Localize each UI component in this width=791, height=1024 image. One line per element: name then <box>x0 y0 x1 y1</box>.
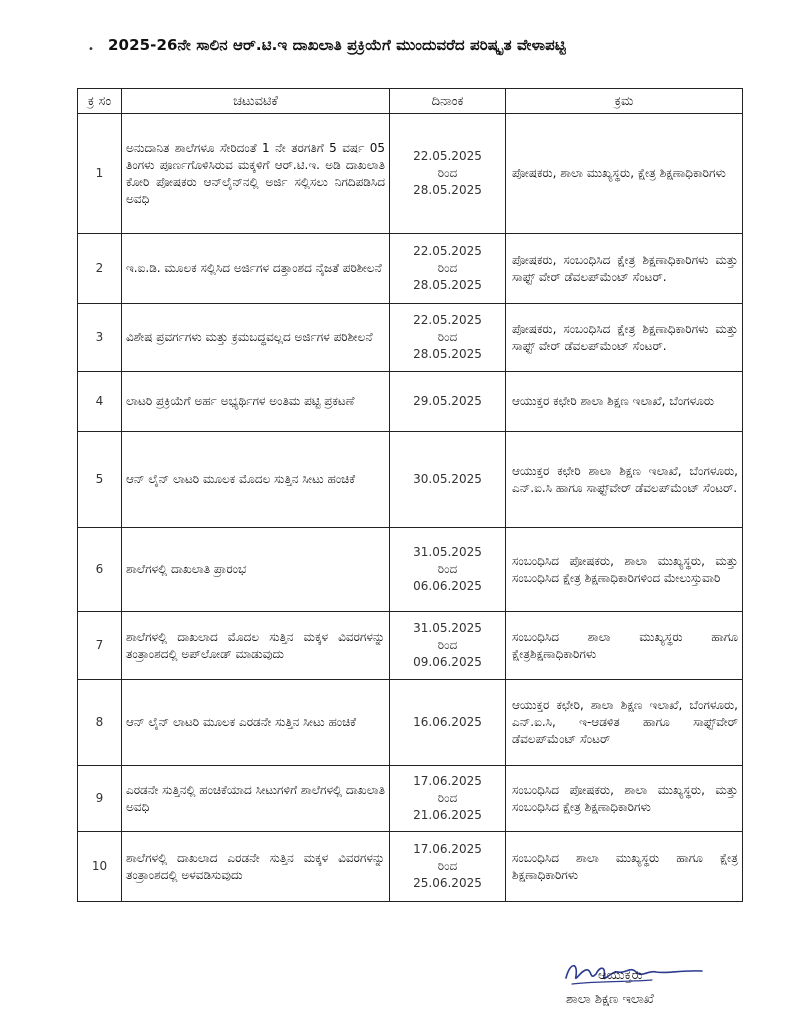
row-serial: 2 <box>78 234 122 304</box>
row-action: ಪೋಷಕರು, ಶಾಲಾ ಮುಖ್ಯಸ್ಥರು, ಕ್ಷೇತ್ರ ಶಿಕ್ಷಣಾಧಿಕಾರಿಗಳು <box>506 114 743 234</box>
row-activity: ಆನ್ ಲೈನ್ ಲಾಟರಿ ಮೂಲಕ ಎರಡನೇ ಸುತ್ತಿನ ಸೀಟು ಹಂಚಿಕೆ <box>122 680 390 766</box>
date-to: 09.06.2025 <box>413 655 482 669</box>
row-action: ಸಂಬಂಧಿಸಿದ ಶಾಲಾ ಮುಖ್ಯಸ್ಥರು ಹಾಗೂ ಕ್ಷೇತ್ರ ಶಿಕ್ಷಣಾಧಿಕಾರಿಗಳು <box>506 832 743 902</box>
header-activity: ಚಟುವಟಿಕೆ <box>122 89 390 114</box>
row-activity: ವಿಶೇಷ ಪ್ರವರ್ಗಗಳು ಮತ್ತು ಕ್ರಮಬದ್ಧವಲ್ಲದ ಅರ್ಜಿಗಳ ಪರಿಶೀಲನೆ <box>122 304 390 372</box>
row-action: ಆಯುಕ್ತರ ಕಛೇರಿ ಶಾಲಾ ಶಿಕ್ಷಣ ಇಲಾಖೆ, ಬೆಂಗಳೂರು, ಎನ್.ಐ.ಸಿ ಹಾಗೂ ಸಾಫ್ಟ್‌ವೇರ್ ಡೆವಲಪ್‌ಮೆಂಟ್ ಸೆಂಟರ್. <box>506 432 743 528</box>
row-activity: ಅನುದಾನಿತ ಶಾಲೆಗಳೂ ಸೇರಿದಂತೆ 1 ನೇ ತರಗತಿಗೆ 5 ವರ್ಷ 05 ತಿಂಗಳು ಪೂರ್ಣಗೊಳಿಸಿರುವ ಮಕ್ಕಳಿಗೆ ಆರ್.ಟಿ.ಇ. ಅಡಿ ದಾಖಲಾತಿ ಕೋರಿ ಪೋಷಕರು ಆನ್‌ಲೈನ್‌ನಲ್ಲಿ ಅರ್ಜಿ ಸಲ್ಲಿಸಲು ನಿಗದಿಪಡಿಸಿದ ಅವಧಿ <box>122 114 390 234</box>
row-date <box>390 372 506 432</box>
date-from: 22.05.2025 <box>413 313 482 327</box>
table-row <box>78 612 743 680</box>
row-serial: 3 <box>78 304 122 372</box>
table-header-row <box>78 89 743 114</box>
row-action: ಪೋಷಕರು, ಸಂಬಂಧಿಸಿದ ಕ್ಷೇತ್ರ ಶಿಕ್ಷಣಾಧಿಕಾರಿಗಳು ಮತ್ತು ಸಾಫ್ಟ್ ವೇರ್ ಡೆವಲಪ್‌ಮೆಂಟ್ ಸೆಂಟರ್. <box>506 304 743 372</box>
table-row <box>78 114 743 234</box>
date-from: 31.05.2025 <box>413 545 482 559</box>
date-separator: ರಿಂದ <box>437 562 458 576</box>
row-date <box>390 304 506 372</box>
row-date <box>390 832 506 902</box>
table-row <box>78 372 743 432</box>
date-from: 31.05.2025 <box>413 621 482 635</box>
header-action: ಕ್ರಮ <box>506 89 743 114</box>
title-bullet: • <box>88 44 94 55</box>
row-date <box>390 528 506 612</box>
row-date <box>390 612 506 680</box>
row-serial: 5 <box>78 432 122 528</box>
header-serial: ಕ್ರ ಸಂ <box>78 89 122 114</box>
row-date <box>390 680 506 766</box>
date-separator: ರಿಂದ <box>437 791 458 805</box>
row-activity: ಲಾಟರಿ ಪ್ರಕ್ರಿಯೆಗೆ ಅರ್ಹ ಅಭ್ಯರ್ಥಿಗಳ ಅಂತಿಮ ಪಟ್ಟಿ ಪ್ರಕಟಣೆ <box>122 372 390 432</box>
row-action: ಆಯುಕ್ತರ ಕಛೇರಿ ಶಾಲಾ ಶಿಕ್ಷಣ ಇಲಾಖೆ, ಬೆಂಗಳೂರು <box>506 372 743 432</box>
row-action: ಪೋಷಕರು, ಸಂಬಂಧಿಸಿದ ಕ್ಷೇತ್ರ ಶಿಕ್ಷಣಾಧಿಕಾರಿಗಳು ಮತ್ತು ಸಾಫ್ಟ್ ವೇರ್ ಡೆವಲಪ್‌ಮೆಂಟ್ ಸೆಂಟರ್. <box>506 234 743 304</box>
row-serial: 6 <box>78 528 122 612</box>
row-serial: 10 <box>78 832 122 902</box>
date-from: 17.06.2025 <box>413 774 482 788</box>
row-activity: ಶಾಲೆಗಳಲ್ಲಿ ದಾಖಲಾದ ಮೊದಲ ಸುತ್ತಿನ ಮಕ್ಕಳ ವಿವರಗಳನ್ನು ತಂತ್ರಾಂಶದಲ್ಲಿ ಅಪ್‌ಲೋಡ್ ಮಾಡುವುದು <box>122 612 390 680</box>
row-date <box>390 766 506 832</box>
date-to: 28.05.2025 <box>413 347 482 361</box>
row-action: ಸಂಬಂಧಿಸಿದ ಪೋಷಕರು, ಶಾಲಾ ಮುಖ್ಯಸ್ಥರು, ಮತ್ತು ಸಂಬಂಧಿಸಿದ ಕ್ಷೇತ್ರ ಶಿಕ್ಷಣಾಧಿಕಾರಿಗಳಿಂದ ಮೇಲುಸ್ತುವಾರಿ <box>506 528 743 612</box>
row-serial: 9 <box>78 766 122 832</box>
row-serial: 7 <box>78 612 122 680</box>
date-from: 22.05.2025 <box>413 244 482 258</box>
date-from: 29.05.2025 <box>413 394 482 408</box>
row-activity: ಶಾಲೆಗಳಲ್ಲಿ ದಾಖಲಾತಿ ಪ್ರಾರಂಭ <box>122 528 390 612</box>
date-separator: ರಿಂದ <box>437 638 458 652</box>
table-row <box>78 234 743 304</box>
row-action: ಸಂಬಂಧಿಸಿದ ಶಾಲಾ ಮುಖ್ಯಸ್ಥರು ಹಾಗೂ ಕ್ಷೇತ್ರಶಿಕ್ಷಣಾಧಿಕಾರಿಗಳು <box>506 612 743 680</box>
header-date: ದಿನಾಂಕ <box>390 89 506 114</box>
signatory-office: ಶಾಲಾ ಶಿಕ್ಷಣ ಇಲಾಖೆ <box>566 992 654 1007</box>
row-activity: ಶಾಲೆಗಳಲ್ಲಿ ದಾಖಲಾದ ಎರಡನೇ ಸುತ್ತಿನ ಮಕ್ಕಳ ವಿವರಗಳನ್ನು ತಂತ್ರಾಂಶದಲ್ಲಿ ಅಳವಡಿಸುವುದು <box>122 832 390 902</box>
date-to: 25.06.2025 <box>413 876 482 890</box>
schedule-table <box>77 88 743 902</box>
table-row <box>78 528 743 612</box>
date-from: 30.05.2025 <box>413 472 482 486</box>
date-from: 16.06.2025 <box>413 715 482 729</box>
date-to: 28.05.2025 <box>413 278 482 292</box>
date-to: 21.06.2025 <box>413 808 482 822</box>
page-title: 2025-26ನೇ ಸಾಲಿನ ಆರ್.ಟಿ.ಇ ದಾಖಲಾತಿ ಪ್ರಕ್ರಿಯೆಗೆ ಮುಂದುವರೆದ ಪರಿಷ್ಕೃತ ವೇಳಾಪಟ್ಟಿ <box>108 36 566 54</box>
table-row <box>78 766 743 832</box>
row-activity: ಇ.ಐ.ಡಿ. ಮೂಲಕ ಸಲ್ಲಿಸಿದ ಅರ್ಜಿಗಳ ದತ್ತಾಂಶದ ನೈಜತೆ ಪರಿಶೀಲನೆ <box>122 234 390 304</box>
table-row <box>78 432 743 528</box>
signatory-title: ಆಯುಕ್ತರು <box>598 968 643 983</box>
row-serial: 4 <box>78 372 122 432</box>
table-row <box>78 832 743 902</box>
row-action: ಸಂಬಂಧಿಸಿದ ಪೋಷಕರು, ಶಾಲಾ ಮುಖ್ಯಸ್ಥರು, ಮತ್ತು ಸಂಬಂಧಿಸಿದ ಕ್ಷೇತ್ರ ಶಿಕ್ಷಣಾಧಿಕಾರಿಗಳು <box>506 766 743 832</box>
date-separator: ರಿಂದ <box>437 166 458 180</box>
row-action: ಆಯುಕ್ತರ ಕಛೇರಿ, ಶಾಲಾ ಶಿಕ್ಷಣ ಇಲಾಖೆ, ಬೆಂಗಳೂರು, ಎನ್.ಐ.ಸಿ, ಇ-ಆಡಳಿತ ಹಾಗೂ ಸಾಫ್ಟ್‌ವೇರ್ ಡೆವಲಪ್‌ಮೆಂಟ್ ಸೆಂಟರ್ <box>506 680 743 766</box>
date-separator: ರಿಂದ <box>437 859 458 873</box>
row-activity: ಎರಡನೇ ಸುತ್ತಿನಲ್ಲಿ ಹಂಚಿಕೆಯಾದ ಸೀಟುಗಳಿಗೆ ಶಾಲೆಗಳಲ್ಲಿ ದಾಖಲಾತಿ ಅವಧಿ <box>122 766 390 832</box>
date-from: 17.06.2025 <box>413 842 482 856</box>
date-separator: ರಿಂದ <box>437 261 458 275</box>
row-date <box>390 432 506 528</box>
row-serial: 8 <box>78 680 122 766</box>
table-row <box>78 304 743 372</box>
date-separator: ರಿಂದ <box>437 330 458 344</box>
date-to: 06.06.2025 <box>413 579 482 593</box>
date-to: 28.05.2025 <box>413 183 482 197</box>
row-date <box>390 114 506 234</box>
table-row <box>78 680 743 766</box>
date-from: 22.05.2025 <box>413 149 482 163</box>
row-date <box>390 234 506 304</box>
row-activity: ಆನ್ ಲೈನ್ ಲಾಟರಿ ಮೂಲಕ ಮೊದಲ ಸುತ್ತಿನ ಸೀಟು ಹಂಚಿಕೆ <box>122 432 390 528</box>
row-serial: 1 <box>78 114 122 234</box>
